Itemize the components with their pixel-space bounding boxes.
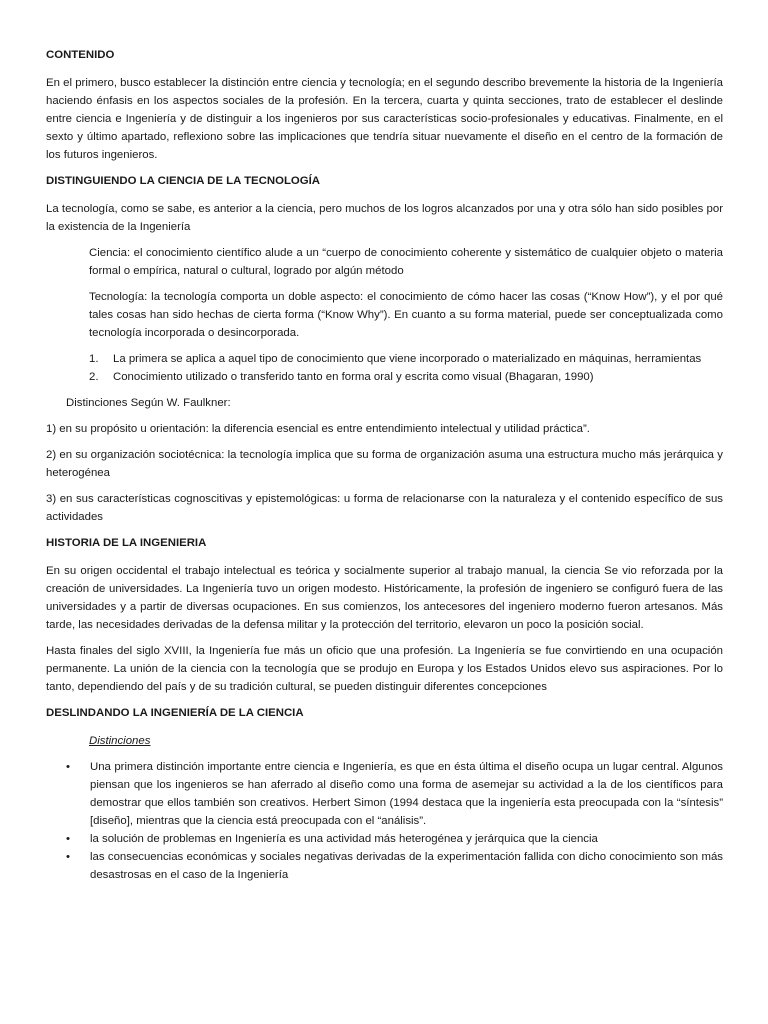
definition-tecnologia: Tecnología: la tecnología comporta un doble aspecto: el conocimiento de cómo hacer las cosas (“Know How”), y el por qué tales cosas han sido hechas de cierta forma (“Know Why”). En cuanto a su forma material, puede ser conceptualizada como tecnología incorporada o desincorporada. <box>89 291 723 339</box>
list-item <box>66 848 723 884</box>
numbered-list <box>89 350 723 386</box>
section-heading-contenido: CONTENIDO <box>46 49 115 61</box>
section-heading-ciencia-tecnologia: DISTINGUIENDO LA CIENCIA DE LA TECNOLOGÍA <box>46 175 321 187</box>
list-item-text: Una primera distinción importante entre ciencia e Ingeniería, es que en ésta última el diseño ocupa un lugar central. Algunos piensan que los ingenieros se han aferrado al diseño como una forma de asemejar su actividad a la de los científicos para demostrar que ellos también son creativos. Herbert Simon (1994 destaca que la ingeniería esta preocupada con la “síntesis” [diseño], mientras que la ciencia está preocupada con el “análisis”. <box>90 761 723 827</box>
faulkner-label: Distinciones Según W. Faulkner: <box>66 397 231 409</box>
list-item <box>66 830 723 848</box>
definition-ciencia: Ciencia: el conocimiento científico alude a un “cuerpo de conocimiento coherente y sistemático de cualquier objeto o materia formal o empírica, natural o cultural, logrado por algún método <box>89 247 723 277</box>
list-item-text: La primera se aplica a aquel tipo de conocimiento que viene incorporado o materializado en máquinas, herramientas <box>113 353 702 365</box>
section-heading-deslindando: DESLINDANDO LA INGENIERÍA DE LA CIENCIA <box>46 707 304 719</box>
distinction-2: 2) en su organización sociotécnica: la tecnología implica que su forma de organización asuma una estructura mucho más jerárquica y heterogénea <box>46 449 723 479</box>
list-item <box>89 368 723 386</box>
bullet-icon: • <box>66 761 70 773</box>
list-number: 1. <box>89 353 99 365</box>
bullet-list <box>66 758 723 884</box>
subheading-distinciones: Distinciones <box>89 735 151 747</box>
list-item-text: Conocimiento utilizado o transferido tanto en forma oral y escrita como visual (Bhagaran, 1990) <box>113 371 594 383</box>
section-heading-historia: HISTORIA DE LA INGENIERIA <box>46 537 207 549</box>
distinction-1: 1) en su propósito u orientación: la diferencia esencial es entre entendimiento intelectual y utilidad práctica”. <box>46 423 590 435</box>
list-item-text: las consecuencias económicas y sociales negativas derivadas de la experimentación fallida con dicho conocimiento son más desastrosas en el caso de la Ingeniería <box>90 851 723 881</box>
paragraph: En el primero, busco establecer la distinción entre ciencia y tecnología; en el segundo describo brevemente la historia de la Ingeniería haciendo énfasis en los aspectos sociales de la profesión. En la tercera, cuarta y quinta secciones, trato de establecer el deslinde entre ciencia e Ingeniería y de distinguir a los ingenieros por sus características socio-profesionales y educativas. Finalmente, en el sexto y último apartado, reflexiono sobre las implicaciones que tendría situar nuevamente el diseño en el centro de la formación de los futuros ingenieros. <box>46 77 723 161</box>
list-number: 2. <box>89 371 99 383</box>
paragraph: La tecnología, como se sabe, es anterior a la ciencia, pero muchos de los logros alcanzados por una y otra sólo han sido posibles por la existencia de la Ingeniería <box>46 203 723 233</box>
bullet-icon: • <box>66 833 70 845</box>
bullet-icon: • <box>66 851 70 863</box>
list-item <box>66 758 723 830</box>
distinction-3: 3) en sus características cognoscitivas y epistemológicas: u forma de relacionarse con la naturaleza y el contenido específico de sus actividades <box>46 493 723 523</box>
list-item <box>89 350 723 368</box>
paragraph: Hasta finales del siglo XVIII, la Ingeniería fue más un oficio que una profesión. La Ingeniería se fue convirtiendo en una ocupación permanente. La unión de la ciencia con la tecnología que se produjo en Europa y los Estados Unidos elevo sus aspiraciones. Por lo tanto, dependiendo del país y de su tradición cultural, se pueden distinguir diferentes concepciones <box>46 645 723 693</box>
paragraph: En su origen occidental el trabajo intelectual es teórica y socialmente superior al trabajo manual, la ciencia Se vio reforzada por la creación de universidades. La Ingeniería tuvo un origen modesto. Históricamente, la profesión de ingeniero se configuró fuera de las universidades y a partir de diversas ocupaciones. En sus comienzos, los antecesores del ingeniero moderno fueron artesanos. Más tarde, las necesidades derivadas de la defensa militar y la protección del territorio, elevaron un poco la posición social. <box>46 565 723 631</box>
list-item-text: la solución de problemas en Ingeniería es una actividad más heterogénea y jerárquica que la ciencia <box>90 833 598 845</box>
